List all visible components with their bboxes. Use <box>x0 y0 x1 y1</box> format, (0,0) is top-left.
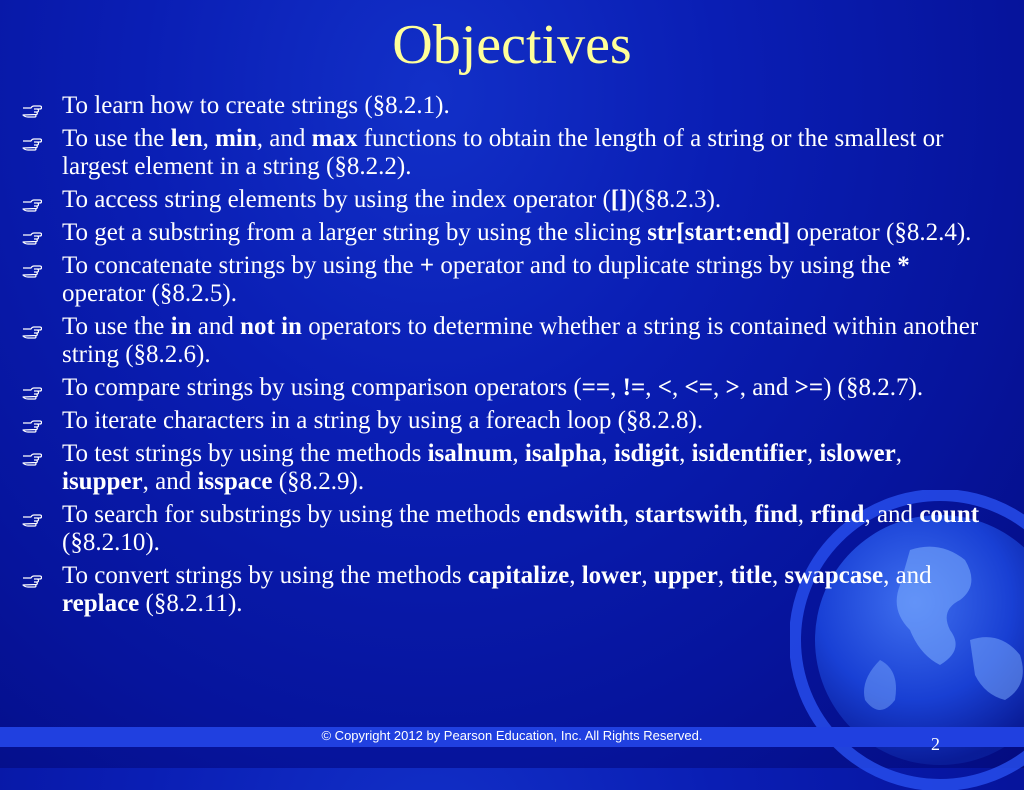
pointing-hand-icon <box>22 225 42 241</box>
objective-text: To use the in and not in operators to determine whether a string is contained within another string (§8.2.6). <box>62 313 979 368</box>
list-item <box>0 313 1000 369</box>
objective-text: To compare strings by using comparison operators (==, !=, <, <=, >, and >=) (§8.2.7). <box>62 374 924 401</box>
list-item <box>0 252 1000 308</box>
list-item <box>0 92 1000 120</box>
objective-text: To search for substrings by using the methods endswith, startswith, find, rfind, and count (§8.2.10). <box>62 501 980 556</box>
objective-text: To get a substring from a larger string by using the slicing str[start:end] operator (§8.2.4). <box>62 219 972 246</box>
pointing-hand-icon <box>22 192 42 208</box>
copyright-notice: © Copyright 2012 by Pearson Education, Inc. All Rights Reserved. <box>321 728 703 743</box>
objective-text: To access string elements by using the index operator ([])(§8.2.3). <box>62 186 722 213</box>
page-number: 2 <box>931 734 940 754</box>
list-item <box>0 219 1000 247</box>
objective-text: To convert strings by using the methods capitalize, lower, upper, title, swapcase, and replace (§8.2.11). <box>62 562 932 617</box>
objective-text: To learn how to create strings (§8.2.1). <box>62 92 450 119</box>
pointing-hand-icon <box>22 258 42 274</box>
pointing-hand-icon <box>22 507 42 523</box>
list-item <box>0 125 1000 181</box>
pointing-hand-icon <box>22 98 42 114</box>
list-item <box>0 440 1000 496</box>
list-item <box>0 374 1000 402</box>
list-item <box>0 501 1000 557</box>
list-item <box>0 562 1000 618</box>
objective-text: To concatenate strings by using the + operator and to duplicate strings by using the * operator (§8.2.5). <box>62 252 910 307</box>
objective-text: To test strings by using the methods isalnum, isalpha, isdigit, isidentifier, islower, isupper, and isspace (§8.2.9). <box>62 440 902 495</box>
objective-text: To use the len, min, and max functions to obtain the length of a string or the smallest or largest element in a string (§8.2.2). <box>62 125 944 180</box>
objectives-list <box>0 92 1000 623</box>
pointing-hand-icon <box>22 568 42 584</box>
pointing-hand-icon <box>22 413 42 429</box>
pointing-hand-icon <box>22 446 42 462</box>
pointing-hand-icon <box>22 380 42 396</box>
slide-title: Objectives <box>392 14 632 76</box>
pointing-hand-icon <box>22 319 42 335</box>
list-item <box>0 186 1000 214</box>
pointing-hand-icon <box>22 131 42 147</box>
list-item <box>0 407 1000 435</box>
objective-text: To iterate characters in a string by using a foreach loop (§8.2.8). <box>62 407 704 434</box>
